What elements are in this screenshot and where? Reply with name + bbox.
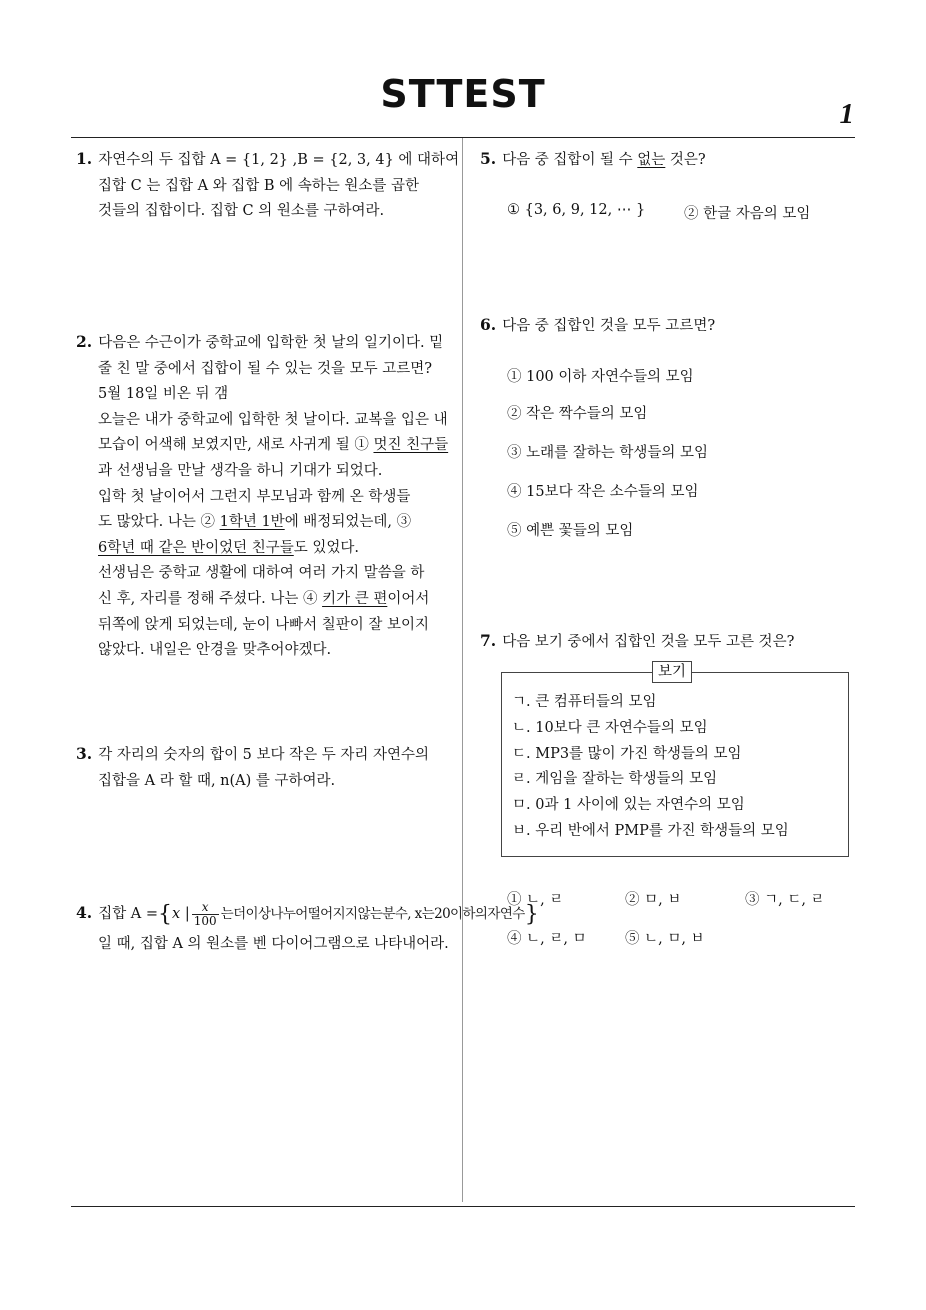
diary-heading: 5월 18일 비온 뒤 갬: [98, 386, 229, 403]
example-item: ㅂ. 우리 반에서 PMP를 가진 학생들의 모임: [512, 823, 789, 839]
diary-text: 오늘은 내가 중학교에 입학한 첫 날이다. 교복을 입은 내: [98, 411, 448, 428]
question-number: 5.: [480, 149, 497, 168]
column-divider: [462, 138, 463, 1202]
diary-text: 않았다. 내일은 안경을 맞추어야겠다.: [98, 642, 332, 659]
example-box-label: 보기: [652, 661, 692, 683]
question-1: [76, 146, 459, 225]
underlined-choice-4: 키가 큰 편: [322, 590, 388, 607]
question-text: 자연수의 두 집합 A = {1, 2} ,B = {2, 3, 4} 에 대하여: [98, 152, 460, 168]
page-title: STTEST: [380, 72, 546, 116]
left-brace: {: [158, 902, 173, 927]
bottom-rule: [71, 1206, 855, 1207]
question-7: [480, 628, 794, 656]
diary-text: 입학 첫 날이어서 그런지 부모님과 함께 온 학생들: [98, 488, 411, 505]
option-3[interactable]: ③ ㄱ, ㄷ, ㄹ: [745, 892, 825, 908]
set-condition: 는더이상나누어떨어지지않는분수, x는20이하의자연수: [220, 906, 525, 922]
question-number: 7.: [480, 631, 497, 650]
question-2: [76, 329, 448, 664]
question-5: 5. 다음 중 집합이 될 수 없는 것은?: [480, 149, 706, 168]
diary-text: 모습이 어색해 보였지만, 새로 사귀게 될 ① 멋진 친구들: [98, 437, 449, 454]
question-text: 다음 중 집합인 것을 모두 고르면?: [502, 318, 716, 334]
option-3[interactable]: ③ 노래를 잘하는 학생들의 모임: [507, 445, 709, 461]
option-1[interactable]: ① {3, 6, 9, 12, ⋯ }: [507, 202, 646, 218]
example-item: ㄴ. 10보다 큰 자연수들의 모임: [512, 720, 708, 736]
diary-text: 6학년 때 같은 반이었던 친구들도 있었다.: [98, 539, 359, 556]
emphasis-underline: 없는: [637, 152, 666, 168]
example-item: ㅁ. 0과 1 사이에 있는 자연수의 모임: [512, 797, 745, 813]
question-text: 집합을 A 라 할 때, n(A) 를 구하여라.: [98, 772, 336, 789]
question-number: 6.: [480, 315, 497, 334]
example-item: ㄱ. 큰 컴퓨터들의 모임: [512, 694, 657, 710]
question-text: 줄 친 말 중에서 집합이 될 수 있는 것을 모두 고르면?: [98, 360, 433, 377]
example-item: ㄷ. MP3를 많이 가진 학생들의 모임: [512, 746, 742, 762]
option-4[interactable]: ④ 15보다 작은 소수들의 모임: [507, 484, 699, 500]
right-brace: }: [524, 902, 539, 927]
question-4: [76, 900, 539, 958]
option-2[interactable]: ② ㅁ, ㅂ: [625, 892, 682, 908]
page-number: 1: [839, 98, 854, 130]
question-number: 4.: [76, 903, 93, 922]
diary-text: 뒤쪽에 앉게 되었는데, 눈이 나빠서 칠판이 잘 보이지: [98, 616, 430, 633]
question-text: 것들의 집합이다. 집합 C 의 원소를 구하여라.: [98, 203, 385, 220]
option-5[interactable]: ⑤ ㄴ, ㅁ, ㅂ: [625, 931, 705, 947]
question-text: 다음은 수근이가 중학교에 입학한 첫 날의 일기이다. 밑: [98, 335, 444, 351]
set-prefix: 집합 A =: [98, 906, 159, 922]
question-3: [76, 741, 429, 794]
option-1[interactable]: ① 100 이하 자연수들의 모임: [507, 369, 694, 385]
question-6: [480, 312, 715, 340]
top-rule: [71, 137, 855, 138]
underlined-choice-3: 6학년 때 같은 반이었던 친구들: [98, 539, 294, 556]
diary-text: 과 선생님을 만날 생각을 하니 기대가 되었다.: [98, 462, 383, 479]
underlined-choice-2: 1학년 1반: [219, 514, 285, 531]
set-variable: x |: [172, 906, 190, 922]
option-2[interactable]: ② 작은 짝수들의 모임: [507, 406, 648, 422]
question-number: 2.: [76, 332, 93, 351]
diary-text: 선생님은 중학교 생활에 대하여 여러 가지 말씀을 하: [98, 565, 425, 582]
question-number: 1.: [76, 149, 93, 168]
diary-text: 도 많았다. 나는 ② 1학년 1반에 배정되었는데, ③: [98, 514, 412, 531]
option-4[interactable]: ④ ㄴ, ㄹ, ㅁ: [507, 931, 587, 947]
question-number: 3.: [76, 744, 93, 763]
example-item: ㄹ. 게임을 잘하는 학생들의 모임: [512, 771, 718, 787]
question-text: 각 자리의 숫자의 합이 5 보다 작은 두 자리 자연수의: [98, 747, 430, 763]
diary-text: 신 후, 자리를 정해 주셨다. 나는 ④ 키가 큰 편이어서: [98, 590, 430, 607]
question-text: 다음 보기 중에서 집합인 것을 모두 고른 것은?: [502, 634, 795, 650]
option-2[interactable]: ② 한글 자음의 모임: [684, 206, 811, 222]
question-text: 집합 C 는 집합 A 와 집합 B 에 속하는 원소를 곱한: [98, 177, 420, 194]
underlined-choice-1: 멋진 친구들: [373, 437, 449, 454]
fraction: $\frac{x}{100}$: [193, 899, 217, 928]
option-5[interactable]: ⑤ 예쁜 꽃들의 모임: [507, 523, 634, 539]
question-text: 일 때, 집합 A 의 원소를 벤 다이어그램으로 나타내어라.: [98, 936, 449, 952]
option-1[interactable]: ① ㄴ, ㄹ: [507, 892, 564, 908]
